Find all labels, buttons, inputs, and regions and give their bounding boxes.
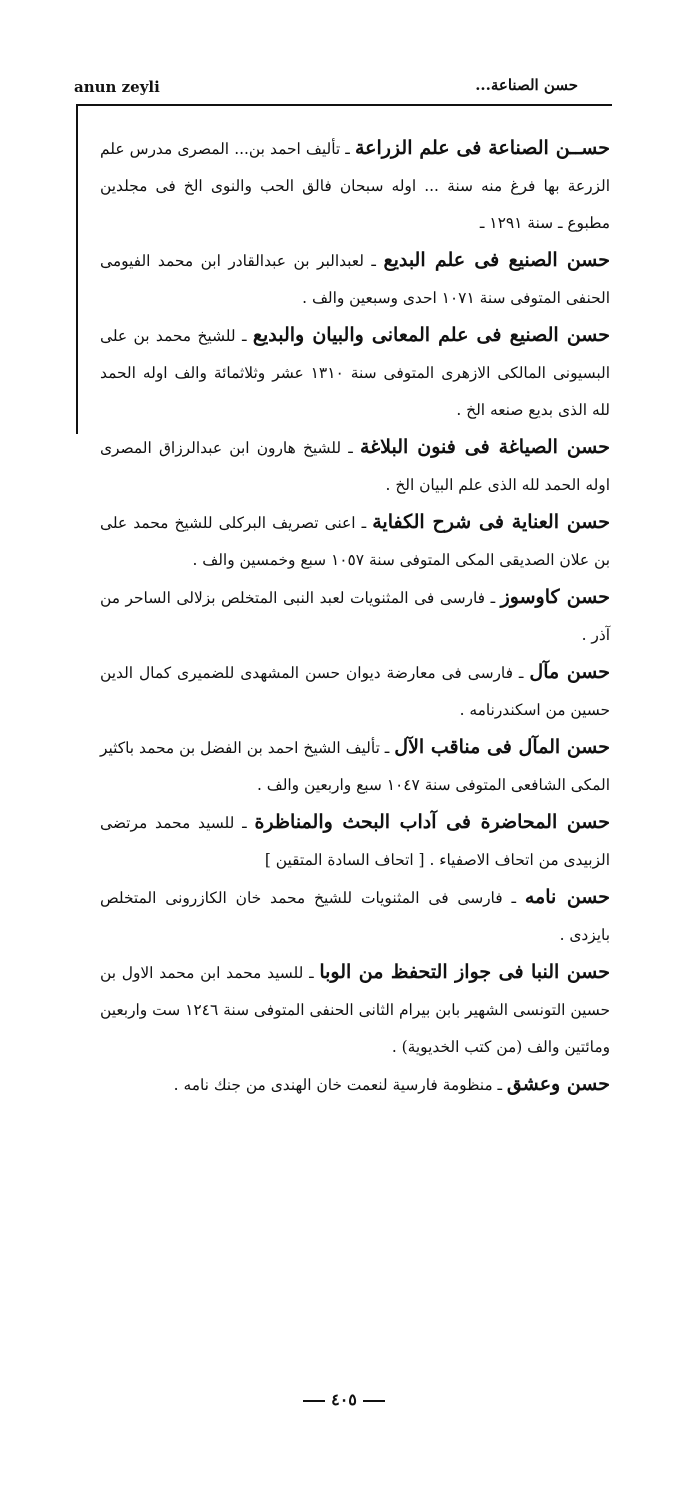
entry-text: ـ اعنى تصريف البركلى للشيخ محمد على بن علان الصديقى المكى المتوفى سنة ١٠٥٧ سبع وخمسين والف . <box>100 514 610 569</box>
entry-text: ـ فارسى فى المثنويات للشيخ محمد خان الكازرونى المتخلص بايزدى . <box>100 889 610 944</box>
entry-headword: حسن مآل <box>529 661 610 683</box>
entry <box>100 879 610 954</box>
entry-text: ـ للسيد محمد مرتضى الزبيدى من اتحاف الاصفياء . [ اتحاف السادة المتقين ] <box>100 814 610 869</box>
folio-dash-right <box>303 1400 325 1402</box>
entry-headword: حسن نامه <box>524 886 610 908</box>
entry-headword: حسن الصنيع فى علم المعانى والبيان والبديع <box>252 324 610 346</box>
entry-headword: حسن العناية فى شرح الكفاية <box>372 511 610 533</box>
margin-rule <box>76 104 78 434</box>
header-rule <box>76 104 612 106</box>
entry-headword: حسن كاوسوز <box>500 586 610 608</box>
entry <box>100 729 610 804</box>
entry <box>100 317 610 429</box>
entry-headword: حسن الصنيع فى علم البديع <box>383 249 610 271</box>
entries-column <box>100 130 610 1104</box>
folio-dash-left <box>363 1400 385 1402</box>
entry-headword: حسن المحاضرة فى آداب البحث والمناظرة <box>254 811 610 833</box>
entry-headword: حسن النبا فى جواز التحفظ من الوبا <box>319 961 610 983</box>
entry-text: ـ تأليف الشيخ احمد بن الفضل بن محمد باكثير المكى الشافعى المتوفى سنة ١٠٤٧ سبع واربعين والف . <box>100 739 610 794</box>
entry-headword: حســن الصناعة فى علم الزراعة <box>354 137 610 159</box>
entry <box>100 954 610 1066</box>
entry-text: ـ لعبدالبر بن عبدالقادر ابن محمد الفيومى الحنفى المتوفى سنة ١٠٧١ احدى وسبعين والف . <box>100 252 610 307</box>
entry-headword: حسن المآل فى مناقب الآل <box>394 736 610 758</box>
entry-headword: حسن وعشق <box>506 1073 610 1095</box>
entry <box>100 242 610 317</box>
entry-text: ـ للسيد محمد ابن محمد الاول بن حسين التونسى الشهير بابن بيرام الثانى الحنفى المتوفى سنة ١٢٤٦ ست واربعين ومائتين والف (من كتب الخديوية) . <box>100 964 610 1056</box>
entry <box>100 504 610 579</box>
entry-headword: حسن الصياغة فى فنون البلاغة <box>360 436 610 458</box>
entry <box>100 579 610 654</box>
entry <box>100 130 610 242</box>
entry <box>100 654 610 729</box>
entry-text: ـ للشيخ محمد بن على البسيونى المالكى الازهرى المتوفى سنة ١٣١٠ عشر وثلاثمائة والف اوله الحمد لله الذى بديع صنعه الخ . <box>100 327 611 419</box>
entry-text: ـ تأليف احمد بن... المصرى مدرس علم الزرعة بها فرغ منه سنة ... اوله سبحان فالق الحب والنوى الخ فى مجلدين مطبوع ـ سنة ١٢٩١ ـ <box>100 140 610 232</box>
entry <box>100 804 610 879</box>
running-head-left: anun zeyli <box>74 78 160 96</box>
entry-text: ـ فارسى فى معارضة ديوان حسن المشهدى للضميرى كمال الدين حسين من اسكندرنامه . <box>100 664 610 719</box>
running-head-right: حسن الصناعة... <box>475 76 578 94</box>
entry <box>100 429 610 504</box>
entry-text: ـ فارسى فى المثنويات لعبد النبى المتخلص بزلالى الساحر من آذر . <box>100 589 610 644</box>
entry-text: ـ منظومة فارسية لنعمت خان الهندى من جنك نامه . <box>173 1076 502 1094</box>
page-number-text: ٤٠٥ <box>331 1390 357 1409</box>
entry-text: ـ للشيخ هارون ابن عبدالرزاق المصرى اوله الحمد لله الذى علم البيان الخ . <box>100 439 610 494</box>
entry <box>100 1066 610 1104</box>
page-number <box>0 1390 688 1409</box>
